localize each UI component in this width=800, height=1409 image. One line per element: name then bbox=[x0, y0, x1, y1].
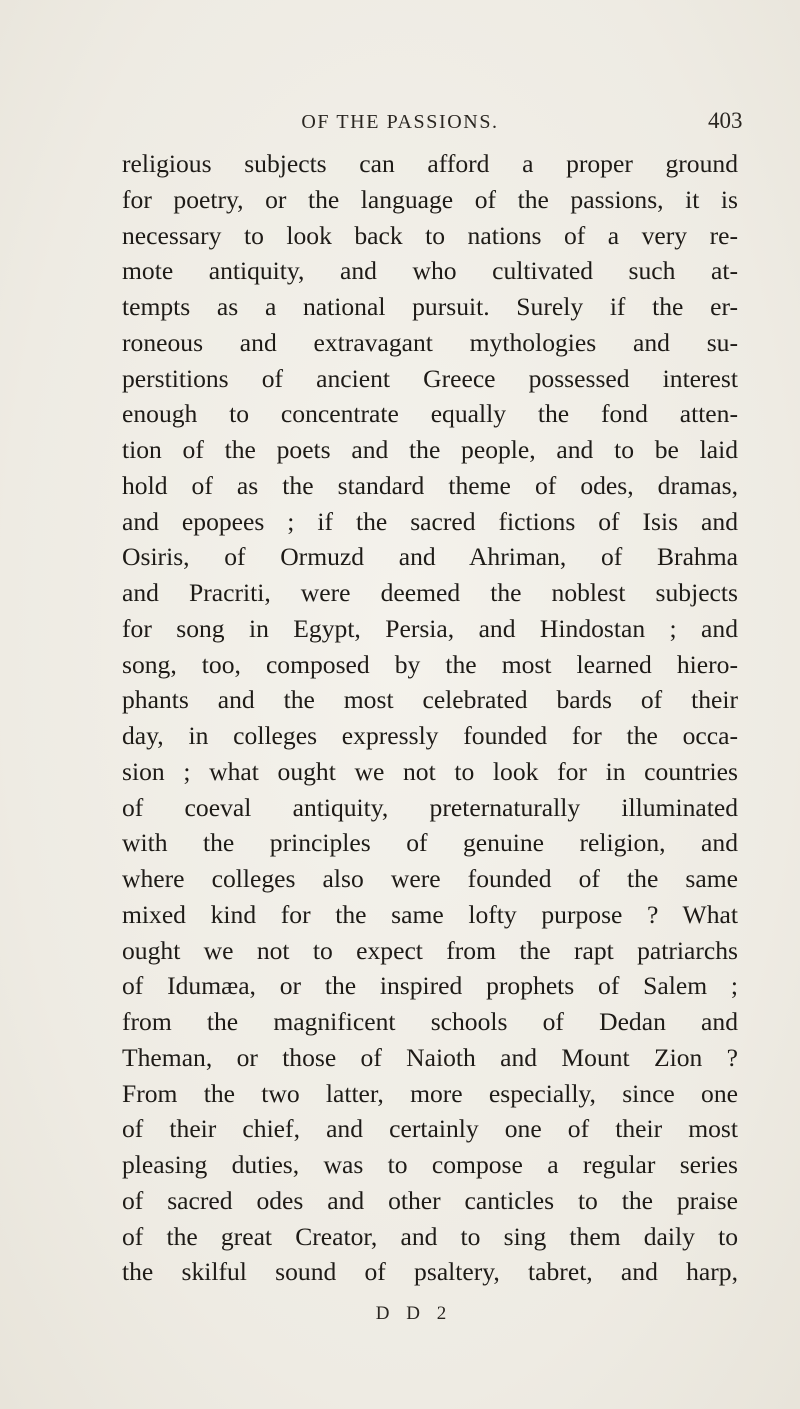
text-line: of Idumæa, or the inspired prophets of Salem ; bbox=[122, 971, 738, 1001]
text-line: From the two latter, more especially, since one bbox=[122, 1078, 738, 1108]
text-line: sion ; what ought we not to look for in countries bbox=[122, 756, 738, 786]
text-line: Theman, or those of Naioth and Mount Zion ? bbox=[122, 1042, 738, 1072]
text-line: with the principles of genuine religion, and bbox=[122, 828, 738, 858]
text-line: hold of as the standard theme of odes, dramas, bbox=[122, 470, 738, 500]
text-line: mote antiquity, and who cultivated such at- bbox=[122, 256, 738, 286]
text-line: necessary to look back to nations of a very re- bbox=[122, 220, 738, 250]
text-line: of their chief, and certainly one of their most bbox=[122, 1114, 738, 1144]
text-line: of coeval antiquity, preternaturally illuminated bbox=[122, 792, 738, 822]
text-line: for poetry, or the language of the passions, it is bbox=[122, 184, 738, 214]
text-line: where colleges also were founded of the same bbox=[122, 864, 738, 893]
text-line: ought we not to expect from the rapt patriarchs bbox=[122, 935, 738, 965]
text-line: mixed kind for the same lofty purpose ? What bbox=[122, 899, 738, 929]
text-line: for song in Egypt, Persia, and Hindostan ; and bbox=[122, 613, 738, 643]
text-line: phants and the most celebrated bards of their bbox=[122, 685, 738, 715]
text-line: roneous and extravagant mythologies and su- bbox=[122, 327, 738, 357]
text-line: and epopees ; if the sacred fictions of Isis and bbox=[122, 506, 738, 536]
text-line: tion of the poets and the people, and to be laid bbox=[122, 435, 738, 464]
text-line: pleasing duties, was to compose a regular series bbox=[122, 1150, 738, 1179]
text-line: tempts as a national pursuit. Surely if the er- bbox=[122, 292, 738, 321]
text-line: from the magnificent schools of Dedan and bbox=[122, 1007, 738, 1036]
text-line: religious subjects can afford a proper ground bbox=[122, 149, 738, 178]
text-line: and Pracriti, were deemed the noblest subjects bbox=[122, 578, 738, 607]
text-line: Osiris, of Ormuzd and Ahriman, of Brahma bbox=[122, 542, 738, 572]
text-line: the skilful sound of psaltery, tabret, and harp, bbox=[122, 1257, 738, 1287]
text-line: day, in colleges expressly founded for the occa- bbox=[122, 721, 738, 750]
text-line: of the great Creator, and to sing them daily to bbox=[122, 1221, 738, 1251]
text-line: song, too, composed by the most learned hiero- bbox=[122, 649, 738, 679]
text-line: of sacred odes and other canticles to the praise bbox=[122, 1185, 738, 1215]
text-line: perstitions of ancient Greece possessed interest bbox=[122, 363, 738, 393]
page-number: 403 bbox=[708, 108, 743, 133]
signature-mark: D D 2 bbox=[375, 1303, 453, 1324]
body-text bbox=[122, 146, 738, 1290]
running-title: OF THE PASSIONS. bbox=[301, 111, 499, 133]
text-line: enough to concentrate equally the fond atten- bbox=[122, 399, 738, 429]
